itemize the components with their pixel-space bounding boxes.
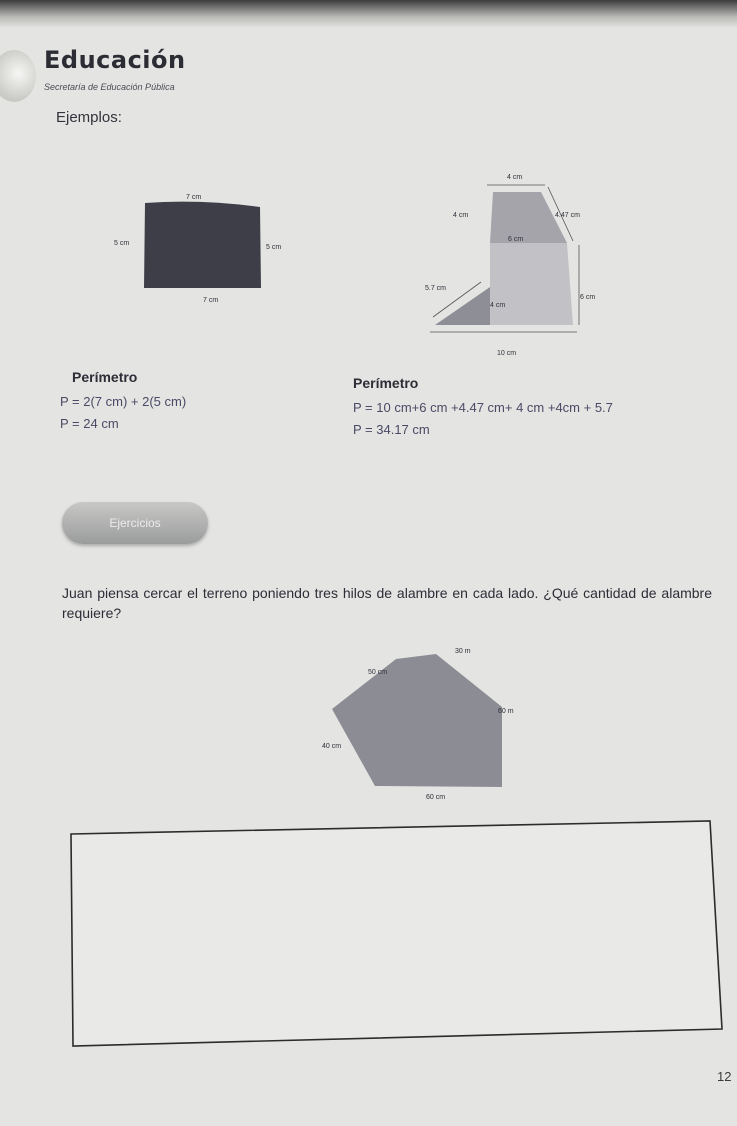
composite-right-label: 6 cm (580, 294, 596, 301)
land-left-label: 40 cm (322, 743, 342, 750)
problem-statement: Juan piensa cercar el terreno poniendo tres hilos de alambre en cada lado. ¿Qué cantidad de alambre requiere? (62, 585, 712, 621)
composite-figure (415, 165, 615, 365)
land-shape (332, 654, 502, 787)
composite-lower-slant-label: 5.7 cm (425, 285, 447, 292)
perimeter-right-title: Perímetro (353, 375, 419, 391)
composite-inner-label: 4 cm (490, 302, 506, 309)
composite-lower-part (490, 243, 573, 325)
perimeter-left-formula: P = 2(7 cm) + 2(5 cm) (60, 394, 187, 409)
rect-left-label: 5 cm (114, 240, 130, 247)
exercises-button[interactable]: Ejercicios (62, 502, 208, 544)
examples-heading: Ejemplos: (56, 109, 122, 126)
rectangle-figure (100, 185, 300, 310)
rectangle-shape (144, 202, 261, 288)
rect-top-label: 7 cm (186, 194, 202, 201)
land-figure (310, 640, 540, 805)
brand-subtitle: Secretaría de Educación Pública (44, 82, 175, 92)
perimeter-left-title: Perímetro (72, 369, 138, 385)
composite-triangle-part (435, 287, 490, 325)
perimeter-right-formula: P = 10 cm+6 cm +4.47 cm+ 4 cm +4cm + 5.7 (353, 400, 613, 415)
composite-middle-label: 6 cm (508, 236, 524, 243)
land-top-label: 30 m (455, 648, 471, 655)
emblem-icon (0, 50, 36, 102)
perimeter-left-result: P = 24 cm (60, 416, 119, 431)
land-right-label: 60 m (498, 708, 514, 715)
land-slant-label: 50 cm (368, 669, 388, 676)
perimeter-right-result: P = 34.17 cm (353, 422, 430, 437)
brand-title: Educación (44, 46, 186, 74)
composite-slant-label: 4.47 cm (555, 212, 580, 219)
top-edge-shadow (0, 0, 737, 28)
rect-bottom-label: 7 cm (203, 297, 219, 304)
rect-right-label: 5 cm (266, 244, 282, 251)
composite-top-label: 4 cm (507, 174, 523, 181)
page-number: 12 (717, 1069, 732, 1084)
land-bottom-label: 60 cm (426, 794, 446, 801)
composite-bottom-label: 10 cm (497, 350, 517, 357)
composite-upper-left-label: 4 cm (453, 212, 469, 219)
answer-box[interactable] (70, 820, 726, 1046)
